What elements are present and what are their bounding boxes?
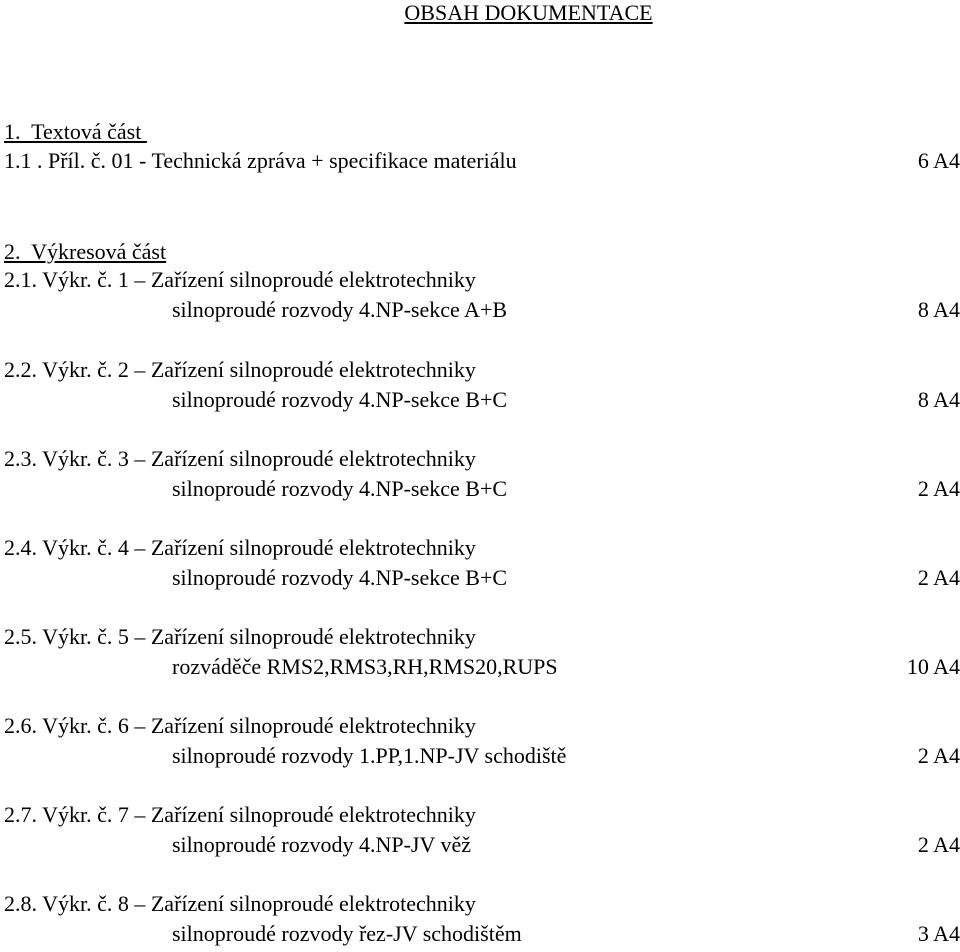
drawing-item-3-detail-row: [0, 474, 960, 504]
section-1-item-size: 6 A4: [917, 148, 960, 173]
drawing-item-6-title-row: [0, 711, 960, 741]
drawing-item-3-title: 2.3. Výkr. č. 3 – Zařízení silnoproudé elektrotechniky: [4, 446, 476, 471]
drawing-item-4-title-row: [0, 533, 960, 563]
drawing-item-3-size: 2 A4: [917, 476, 960, 501]
section-2-heading-row: [0, 237, 960, 267]
drawing-item-6-detail: silnoproudé rozvody 1.PP,1.NP-JV schodiště: [172, 743, 567, 768]
document-title: OBSAH DOKUMENTACE: [404, 0, 653, 25]
drawing-item-7-detail: silnoproudé rozvody 4.NP-JV věž: [172, 832, 471, 857]
section-1-heading: 1. Textová část: [4, 119, 147, 144]
drawing-item-2-title-row: [0, 355, 960, 385]
drawing-item-7-size: 2 A4: [917, 832, 960, 857]
drawing-item-5-size: 10 A4: [906, 654, 960, 679]
drawing-item-5-detail: rozváděče RMS2,RMS3,RH,RMS20,RUPS: [172, 654, 558, 679]
drawing-item-6-size: 2 A4: [917, 743, 960, 768]
drawing-item-4-detail-row: [0, 563, 960, 593]
drawing-item-1-detail-row: [0, 295, 960, 325]
section-1-heading-row: [0, 117, 960, 147]
drawing-item-5-detail-row: [0, 652, 960, 682]
drawing-item-8-detail: silnoproudé rozvody řez-JV schodištěm: [172, 921, 522, 946]
drawing-item-7-detail-row: [0, 830, 960, 860]
drawing-item-7-title: 2.7. Výkr. č. 7 – Zařízení silnoproudé elektrotechniky: [4, 802, 476, 827]
drawing-item-4-detail: silnoproudé rozvody 4.NP-sekce B+C: [172, 565, 508, 590]
section-2-heading: 2. Výkresová část: [4, 239, 167, 264]
drawing-item-6-detail-row: [0, 741, 960, 771]
drawing-item-4-size: 2 A4: [917, 565, 960, 590]
drawing-item-7-title-row: [0, 800, 960, 830]
drawing-item-8-detail-row: [0, 919, 960, 949]
drawing-item-2-size: 8 A4: [917, 387, 960, 412]
drawing-item-3-title-row: [0, 444, 960, 474]
drawing-item-2-detail-row: [0, 385, 960, 415]
drawing-item-5-title: 2.5. Výkr. č. 5 – Zařízení silnoproudé elektrotechniky: [4, 624, 476, 649]
drawing-item-8-title: 2.8. Výkr. č. 8 – Zařízení silnoproudé elektrotechniky: [4, 891, 476, 916]
drawing-item-3-detail: silnoproudé rozvody 4.NP-sekce B+C: [172, 476, 508, 501]
drawing-item-2-detail: silnoproudé rozvody 4.NP-sekce B+C: [172, 387, 508, 412]
drawing-item-5-title-row: [0, 622, 960, 652]
drawing-item-1-title: 2.1. Výkr. č. 1 – Zařízení silnoproudé elektrotechniky: [4, 267, 476, 292]
drawing-item-4-title: 2.4. Výkr. č. 4 – Zařízení silnoproudé elektrotechniky: [4, 535, 476, 560]
drawing-item-2-title: 2.2. Výkr. č. 2 – Zařízení silnoproudé elektrotechniky: [4, 357, 476, 382]
drawing-item-1-size: 8 A4: [917, 297, 960, 322]
section-1-item-label: 1.1 . Příl. č. 01 - Technická zpráva + specifikace materiálu: [4, 148, 517, 173]
drawing-item-6-title: 2.6. Výkr. č. 6 – Zařízení silnoproudé elektrotechniky: [4, 713, 476, 738]
section-1-item-row: [0, 146, 960, 176]
drawing-item-8-title-row: [0, 889, 960, 919]
drawing-item-1-title-row: [0, 265, 960, 295]
drawing-item-1-detail: silnoproudé rozvody 4.NP-sekce A+B: [172, 297, 508, 322]
drawing-item-8-size: 3 A4: [917, 921, 960, 946]
